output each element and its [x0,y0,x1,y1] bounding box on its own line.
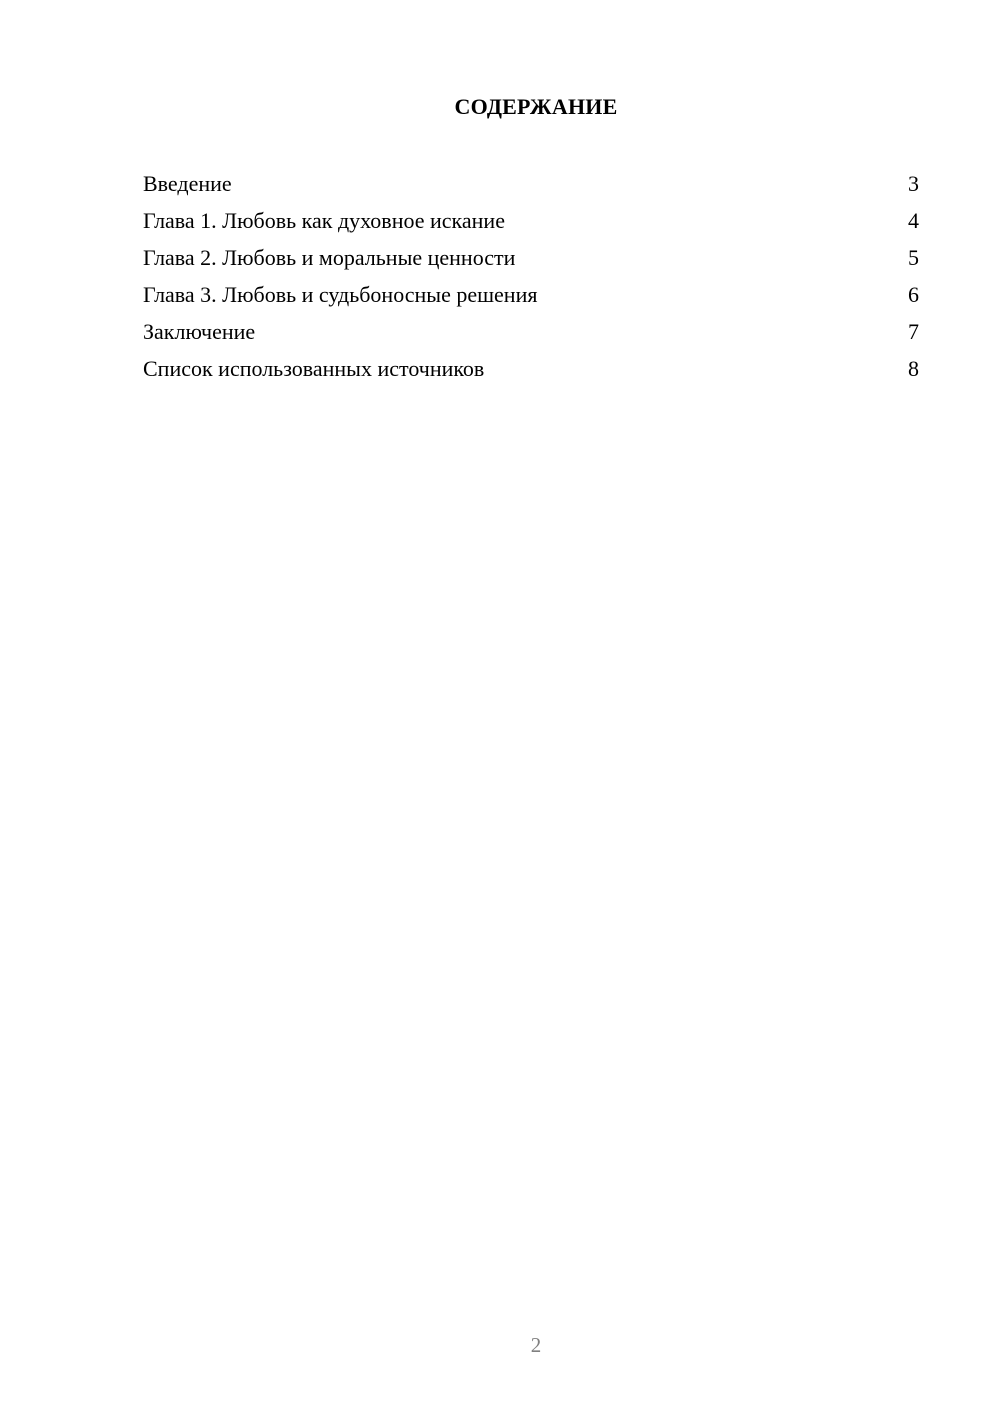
toc-item-chapter-3 [143,280,919,317]
table-of-contents [143,169,919,391]
toc-title: СОДЕРЖАНИЕ [454,94,618,119]
toc-item-label: Список использованных источников [143,356,485,381]
toc-item-label: Введение [143,171,232,196]
toc-item-page: 8 [908,356,919,381]
toc-item-chapter-1 [143,206,919,243]
toc-item-page: 3 [908,171,919,196]
toc-item-references [143,354,919,391]
toc-item-label: Заключение [143,319,256,344]
toc-item-label: Глава 3. Любовь и судьбоносные решения [143,282,538,307]
toc-item-chapter-2 [143,243,919,280]
toc-item-introduction [143,169,919,206]
toc-item-page: 7 [908,319,919,344]
toc-item-conclusion [143,317,919,354]
toc-item-page: 5 [908,245,919,270]
toc-item-page: 4 [908,208,919,233]
page-number: 2 [530,1333,542,1357]
toc-item-page: 6 [908,282,919,307]
toc-item-label: Глава 1. Любовь как духовное искание [143,208,505,233]
toc-item-label: Глава 2. Любовь и моральные ценности [143,245,516,270]
